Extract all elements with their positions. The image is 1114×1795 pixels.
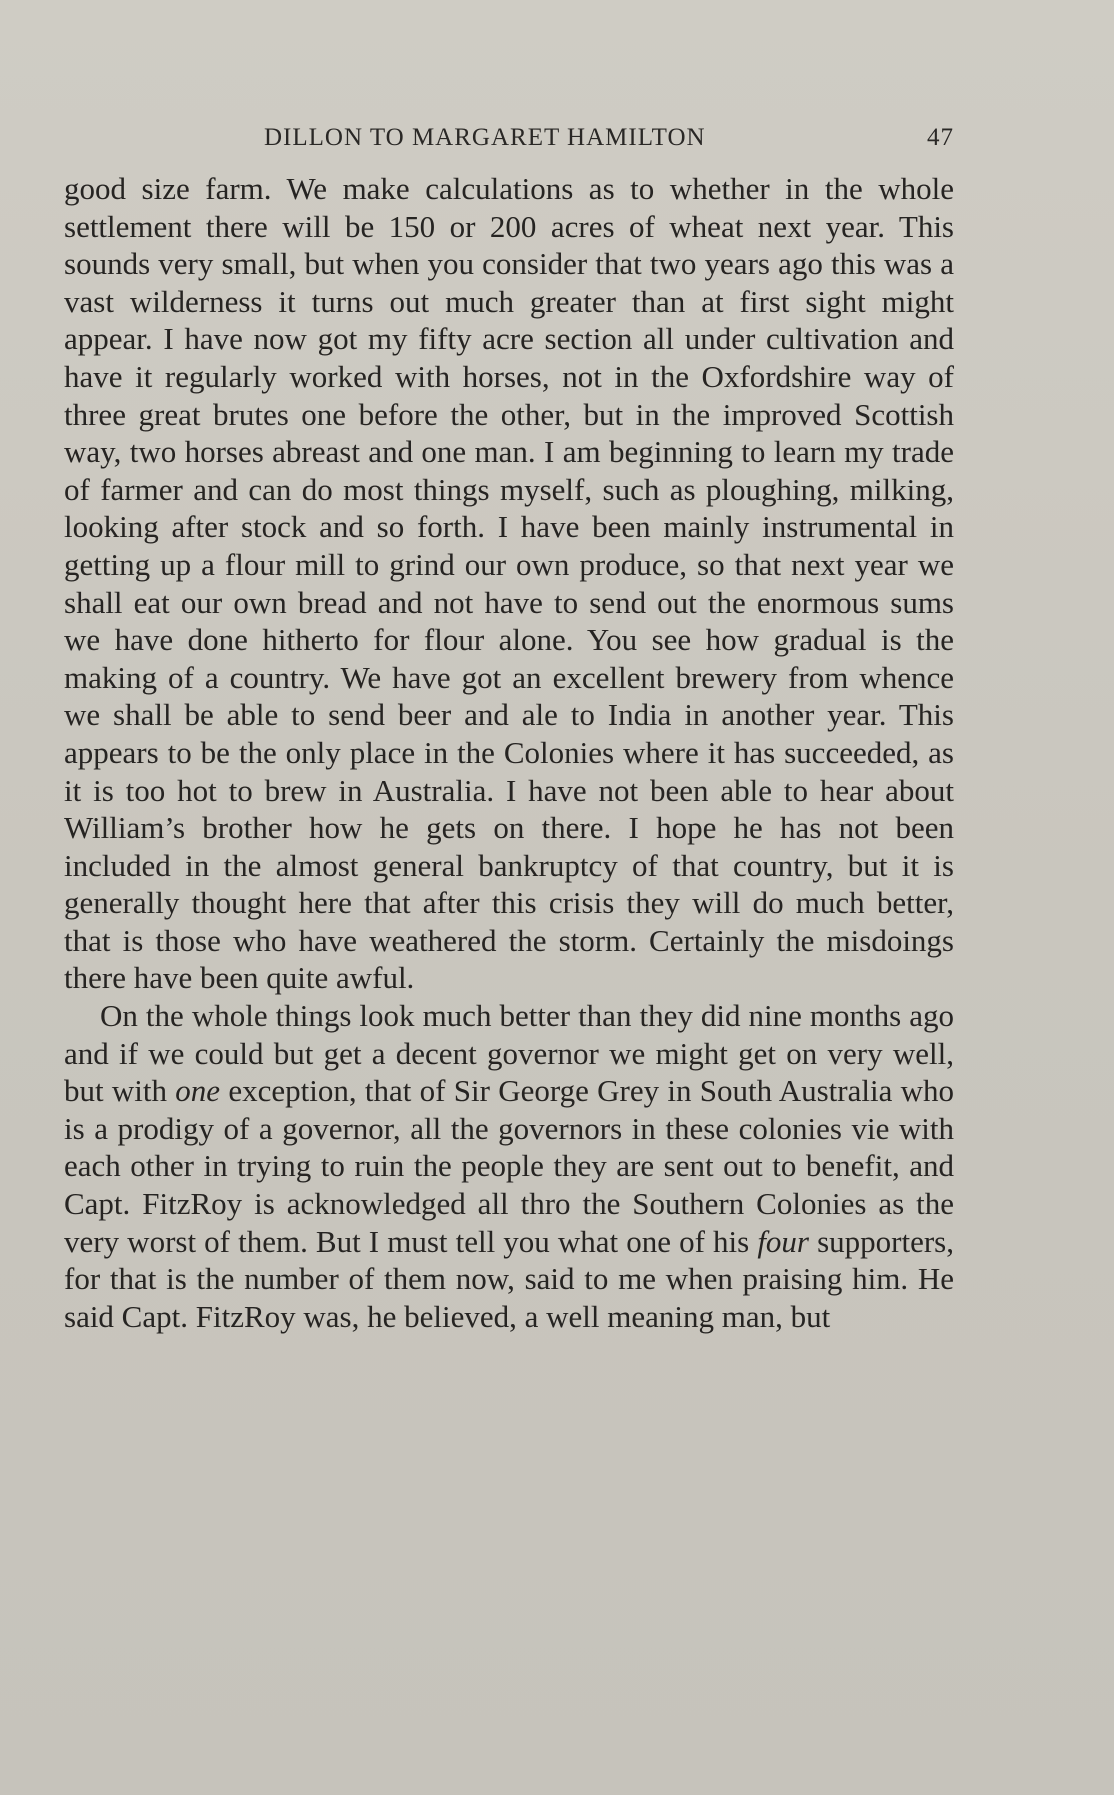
page-number: 47 [927, 124, 954, 151]
paragraph-1-text: good size farm. We make calculations as to whether in the whole settlement there will be 150 or 200 acres of wheat next year. This sounds very small, but when you consider that two years ago this was a vast wilderness it turns out much greater than at first sight might appear. I have now got my fifty acre section all under cultivation and have it regularly worked with horses, not in the Oxfordshire way of three great brutes one before the other, but in the improved Scottish way, two horses abreast and one man. I am beginning to learn my trade of farmer and can do most things myself, such as ploughing, milking, looking after stock and so forth. I have been mainly instrumental in getting up a flour mill to grind our own produce, so that next year we shall eat our own bread and not have to send out the enormous sums we have done hitherto for flour alone. You see how gradual is the making of a country. We have got an excellent brewery from whence we shall be able to send beer and ale to India in another year. This appears to be the only place in the Colonies where it has succeeded, as it is too hot to brew in Australia. I have not been able to hear about William’s brother how he gets on there. I hope he has not been included in the almost general bankruptcy of that country, but it is generally thought here that after this crisis they will do much better, that is those who have weathered the storm. Certainly the misdoings there have been quite awful. [64, 171, 954, 996]
paragraph-2-text-b: exception, that of Sir George Grey in South Australia who is a prodigy of a governor, all the governors in these colonies vie with each other in trying to ruin the people they are sent out to benefit, and Capt. FitzRoy is acknowledged all thro the Southern Colonies as the very worst of them. But I must tell you what one of his [64, 1073, 955, 1259]
paragraph-2 [64, 997, 954, 1335]
running-head [64, 124, 954, 156]
italic-word-four: four [757, 1223, 809, 1259]
running-title: DILLON TO MARGARET HAMILTON [264, 124, 706, 151]
paragraph-2-text-c: supporters, for that is the number of them now, said to me when praising him. He said Capt. FitzRoy was, he believed, a well meaning man, but [64, 1223, 954, 1334]
body-text [64, 170, 954, 1335]
paragraph-1 [64, 170, 954, 997]
paragraph-2-text-a: On the whole things look much better than they did nine months ago and if we could but get a decent governor we might get on very well, but with [64, 998, 954, 1109]
italic-word-one: one [175, 1073, 221, 1109]
